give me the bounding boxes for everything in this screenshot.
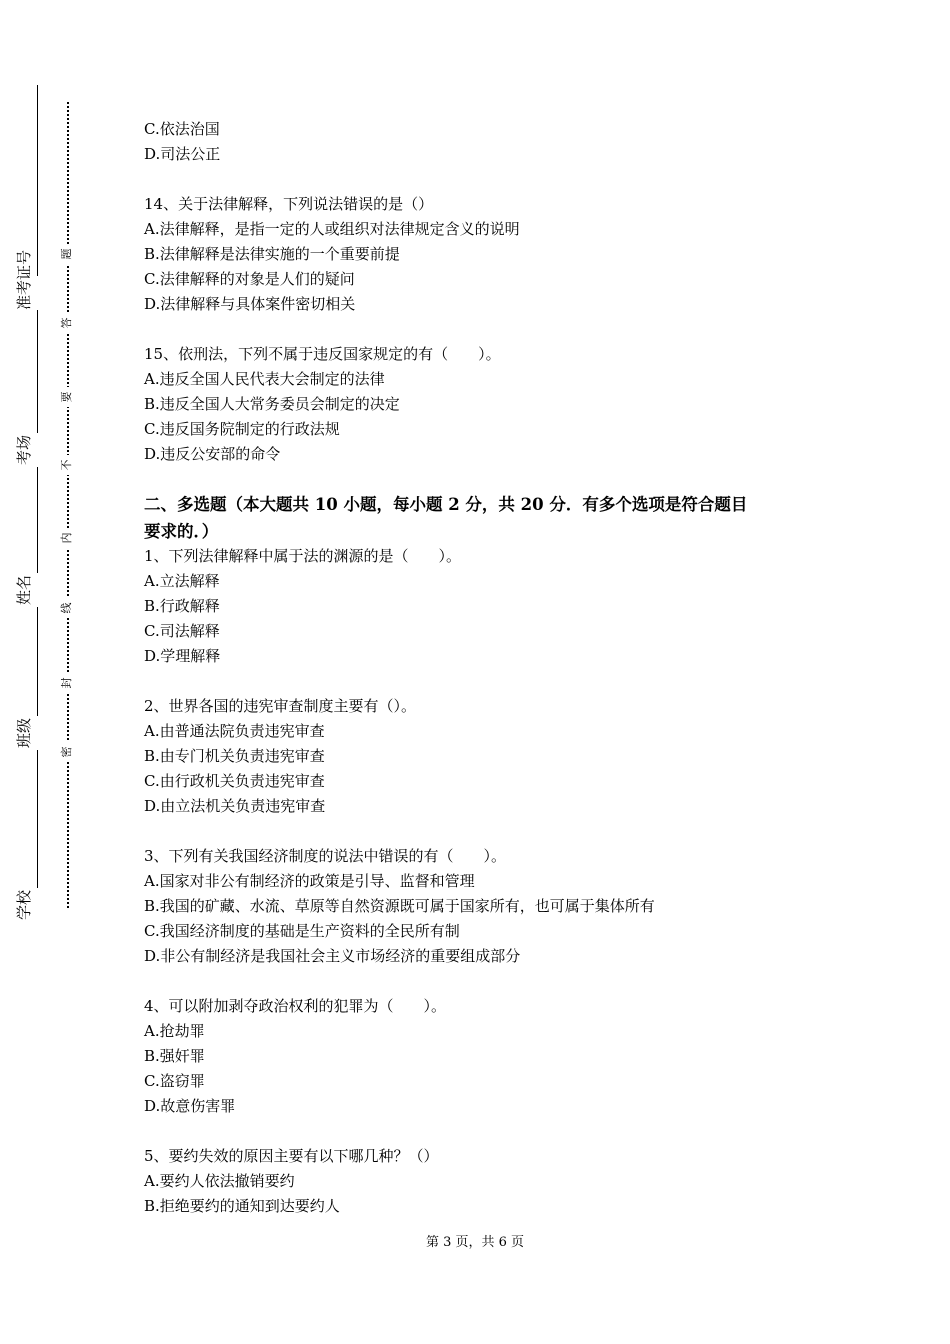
option: C.我国经济制度的基础是生产资料的全民所有制 [144,922,460,940]
option: D.法律解释与具体案件密切相关 [144,295,356,313]
option: A.抢劫罪 [144,1022,205,1040]
option: C.盗窃罪 [144,1072,205,1090]
seal-char: 答 [57,313,77,333]
binding-solid-line [37,85,38,920]
exam-content [144,117,844,1244]
option: D.由立法机关负责违宪审查 [144,797,326,815]
field-name: 姓名 [7,573,67,607]
option: A.法律解释，是指一定的人或组织对法律规定含义的说明 [144,220,520,238]
seal-char: 封 [57,673,77,693]
multi-question-5 [144,1144,844,1219]
multi-question-2 [144,694,844,819]
seal-dotted-line [67,102,69,908]
option: D.非公有制经济是我国社会主义市场经济的重要组成部分 [144,947,521,965]
field-school: 学校 [7,888,67,922]
page-footer: 第 3 页，共 6 页 [425,1235,525,1250]
section-title-line-1: 二、多选题（本大题共 10 小题，每小题 2 分，共 20 分．有多个选项是符合题目 [144,495,748,514]
option: B.违反全国人大常务委员会制定的决定 [144,395,400,413]
section-title-line-2: 要求的．） [144,522,219,541]
seal-char: 内 [57,528,77,548]
option: A.要约人依法撤销要约 [144,1172,295,1190]
question-stem: 3、下列有关我国经济制度的说法中错误的有（ ）。 [144,847,507,865]
field-exam-room: 考场 [7,433,67,467]
seal-char: 线 [57,598,77,618]
question-stem: 2、世界各国的违宪审查制度主要有（）。 [144,697,417,715]
section-2-header [144,492,844,544]
seal-char: 题 [57,244,77,264]
option: B.拒绝要约的通知到达要约人 [144,1197,340,1215]
option: C.违反国务院制定的行政法规 [144,420,340,438]
option: A.由普通法院负责违宪审查 [144,722,325,740]
seal-char: 密 [57,742,77,762]
option: D.司法公正 [144,145,221,163]
option: C.司法解释 [144,622,220,640]
option: D.故意伤害罪 [144,1097,236,1115]
question-stem: 15、依刑法，下列不属于违反国家规定的有（ ）。 [144,345,501,363]
option: D.违反公安部的命令 [144,445,281,463]
option: D.学理解释 [144,647,221,665]
seal-char: 不 [57,455,77,475]
question-stem: 1、下列法律解释中属于法的渊源的是（ ）。 [144,547,462,565]
option: C.法律解释的对象是人们的疑问 [144,270,355,288]
field-class: 班级 [7,716,67,750]
multi-question-4 [144,994,844,1119]
option: B.行政解释 [144,597,220,615]
option: B.由专门机关负责违宪审查 [144,747,325,765]
multi-question-1 [144,544,844,669]
option: B.法律解释是法律实施的一个重要前提 [144,245,400,263]
question-13-continued [144,117,844,167]
option: C.由行政机关负责违宪审查 [144,772,325,790]
option: C.依法治国 [144,120,220,138]
option: B.我国的矿藏、水流、草原等自然资源既可属于国家所有，也可属于集体所有 [144,897,655,915]
binding-margin [0,0,100,1344]
question-stem: 4、可以附加剥夺政治权利的犯罪为（ ）。 [144,997,447,1015]
question-14 [144,192,844,317]
question-15 [144,342,844,467]
field-admission-number: 准考证号 [7,276,67,310]
multi-question-3 [144,844,844,969]
option: A.违反全国人民代表大会制定的法律 [144,370,385,388]
option: A.国家对非公有制经济的政策是引导、监督和管理 [144,872,475,890]
option: B.强奸罪 [144,1047,205,1065]
seal-char: 要 [57,387,77,407]
question-stem: 14、关于法律解释，下列说法错误的是（） [144,195,434,213]
question-stem: 5、要约失效的原因主要有以下哪几种？（） [144,1147,439,1165]
option: A.立法解释 [144,572,220,590]
